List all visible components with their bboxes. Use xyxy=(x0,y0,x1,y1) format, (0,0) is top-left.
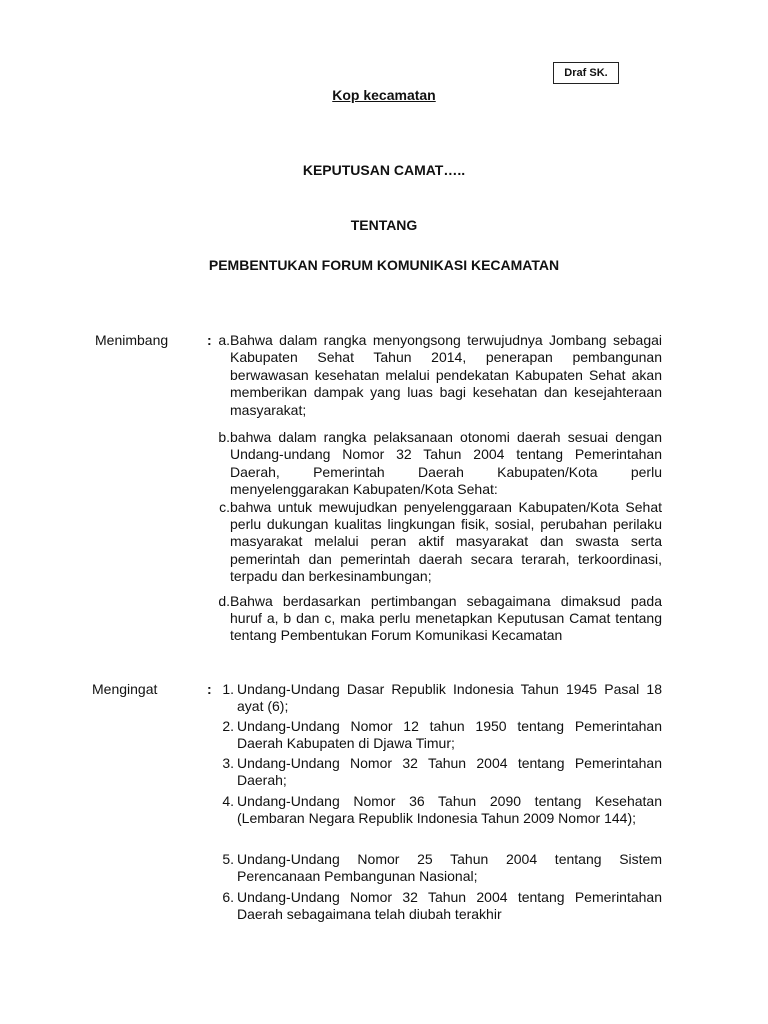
mengingat-item-4 xyxy=(212,793,662,851)
menimbang-list xyxy=(212,332,662,662)
tentang-heading: TENTANG xyxy=(350,217,418,233)
list-item-text: bahwa dalam rangka pelaksanaan otonomi daerah sesuai dengan Undang-undang Nomor 32 Tahun 2004 tentang Pemerintahan Daerah, Pemerintah Daerah Kabupaten/Kota perlu menyelenggarakan Kabupaten/Kota Sehat: xyxy=(230,429,662,498)
list-marker: 2. xyxy=(222,718,234,734)
mengingat-item-1 xyxy=(212,681,662,718)
mengingat-item-3 xyxy=(212,755,662,793)
mengingat-colon: : xyxy=(207,681,212,697)
draft-label-box: Draf SK. xyxy=(553,62,619,84)
list-marker: 3. xyxy=(222,755,234,771)
menimbang-item-b xyxy=(212,429,662,499)
list-marker: 5. xyxy=(222,851,234,867)
menimbang-colon: : xyxy=(207,332,212,348)
mengingat-item-5 xyxy=(212,851,662,889)
list-item-text: Undang-Undang Nomor 32 Tahun 2004 tentang Pemerintahan Daerah; xyxy=(237,755,662,789)
list-item-text: Bahwa berdasarkan pertimbangan sebagaimana dimaksud pada huruf a, b dan c, maka perlu menetapkan Keputusan Camat tentang tentang Pembentukan Forum Komunikasi Kecamatan xyxy=(230,592,662,644)
mengingat-item-6 xyxy=(212,889,662,926)
list-item-text: Undang-Undang Nomor 36 Tahun 2090 tentang Kesehatan (Lembaran Negara Republik Indonesia Tahun 2009 Nomor 144); xyxy=(237,793,662,827)
list-item-text: Undang-Undang Nomor 25 Tahun 2004 tentang Sistem Perencanaan Pembangunan Nasional; xyxy=(237,851,662,885)
list-marker: b. xyxy=(218,429,230,445)
list-marker: 6. xyxy=(222,889,234,905)
list-marker: d. xyxy=(218,592,230,609)
menimbang-item-a xyxy=(212,332,662,419)
keputusan-title: KEPUTUSAN CAMAT….. xyxy=(302,162,466,178)
document-subject-title: PEMBENTUKAN FORUM KOMUNIKASI KECAMATAN xyxy=(208,257,560,273)
mengingat-list xyxy=(212,681,662,926)
list-marker: 1. xyxy=(222,681,234,697)
list-marker: 4. xyxy=(222,793,234,809)
list-marker: a. xyxy=(218,332,230,348)
list-item-text: Undang-Undang Nomor 12 tahun 1950 tentang Pemerintahan Daerah Kabupaten di Djawa Timur; xyxy=(237,718,662,752)
list-marker: c. xyxy=(219,498,230,515)
list-item-text: Undang-Undang Nomor 32 Tahun 2004 tentang Pemerintahan Daerah sebagaimana telah diubah terakhir xyxy=(237,889,662,923)
menimbang-item-c xyxy=(212,499,662,593)
menimbang-item-d xyxy=(212,593,662,663)
list-item-text: bahwa untuk mewujudkan penyelenggaraan Kabupaten/Kota Sehat perlu dukungan kualitas lingkungan fisik, sosial, perubahan perilaku masyarakat melalui peran aktif masyarakat dan swasta serta pemerintah dan pemerintah daerah secara terarah, terkoordinasi, terpadu dan berkesinambungan; xyxy=(230,498,662,585)
menimbang-label: Menimbang xyxy=(95,332,169,348)
list-item-text: Undang-Undang Dasar Republik Indonesia Tahun 1945 Pasal 18 ayat (6); xyxy=(237,681,662,715)
mengingat-item-2 xyxy=(212,718,662,755)
list-item-text: Bahwa dalam rangka menyongsong terwujudnya Jombang sebagai Kabupaten Sehat Tahun 2014, penerapan pembangunan berwawasan kesehatan melalui pendekatan Kabupaten Sehat akan memberikan dampak yang luas bagi kesehatan dan kesejahteraan masyarakat; xyxy=(230,332,662,418)
mengingat-label: Mengingat xyxy=(92,681,158,697)
kop-kecamatan-heading: Kop kecamatan xyxy=(332,87,436,103)
